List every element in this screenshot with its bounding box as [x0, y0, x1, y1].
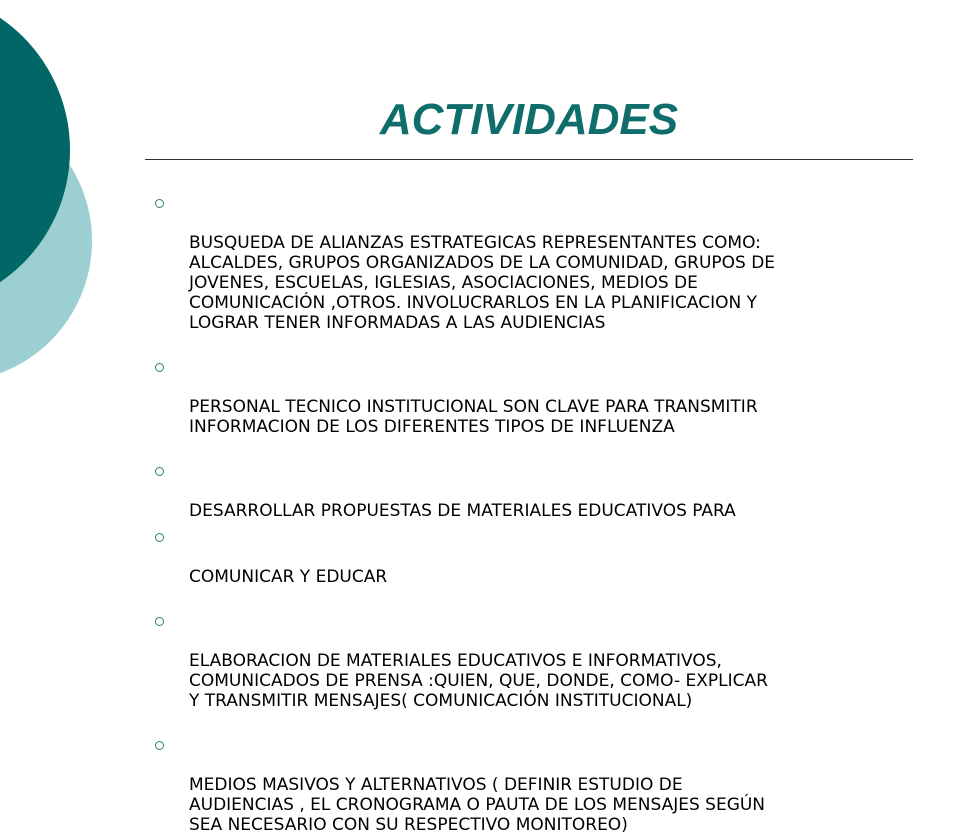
bullet-item: [155, 461, 915, 521]
hollow-circle-icon: [155, 363, 164, 372]
slide-title: ACTIVIDADES: [379, 95, 679, 144]
hollow-circle-icon: [155, 741, 164, 750]
bullet-text: COMUNICAR Y EDUCAR: [189, 567, 388, 587]
hollow-circle-icon: [155, 199, 164, 208]
hollow-circle-icon: [155, 467, 164, 476]
bullet-text: BUSQUEDA DE ALIANZAS ESTRATEGICAS REPRESENTANTES COMO: ALCALDES, GRUPOS ORGANIZADOS DE LA COMUNIDAD, GRUPOS DE JOVENES, ESCUELAS, IGLESIAS, ASOCIACIONES, MEDIOS DE COMUNICACIÓN ,OTROS. INVOLUCRARLOS EN LA PLANIFICACION Y LOGRAR TENER INFORMADAS A LAS AUDIENCIAS: [189, 233, 776, 333]
bullet-list: [155, 193, 915, 835]
bullet-item: [155, 193, 915, 333]
bullet-text: DESARROLLAR PROPUESTAS DE MATERIALES EDUCATIVOS PARA: [189, 501, 736, 521]
bullet-item: [155, 527, 915, 587]
bullet-item: [155, 611, 915, 711]
bullet-text: ELABORACION DE MATERIALES EDUCATIVOS E INFORMATIVOS, COMUNICADOS DE PRENSA :QUIEN, QUE, DONDE, COMO- EXPLICAR Y TRANSMITIR MENSAJES( COMUNICACIÓN INSTITUCIONAL): [189, 651, 768, 711]
bullet-item: [155, 735, 915, 835]
bullet-text: MEDIOS MASIVOS Y ALTERNATIVOS ( DEFINIR ESTUDIO DE AUDIENCIAS , EL CRONOGRAMA O PAUTA DE LOS MENSAJES SEGÚN SEA NECESARIO CON SU RESPECTIVO MONITOREO): [189, 775, 766, 835]
hollow-circle-icon: [155, 617, 164, 626]
title-divider: [145, 159, 913, 160]
bullet-text: PERSONAL TECNICO INSTITUCIONAL SON CLAVE PARA TRANSMITIR INFORMACION DE LOS DIFERENTES TIPOS DE INFLUENZA: [189, 397, 758, 437]
bullet-item: [155, 357, 915, 437]
hollow-circle-icon: [155, 533, 164, 542]
